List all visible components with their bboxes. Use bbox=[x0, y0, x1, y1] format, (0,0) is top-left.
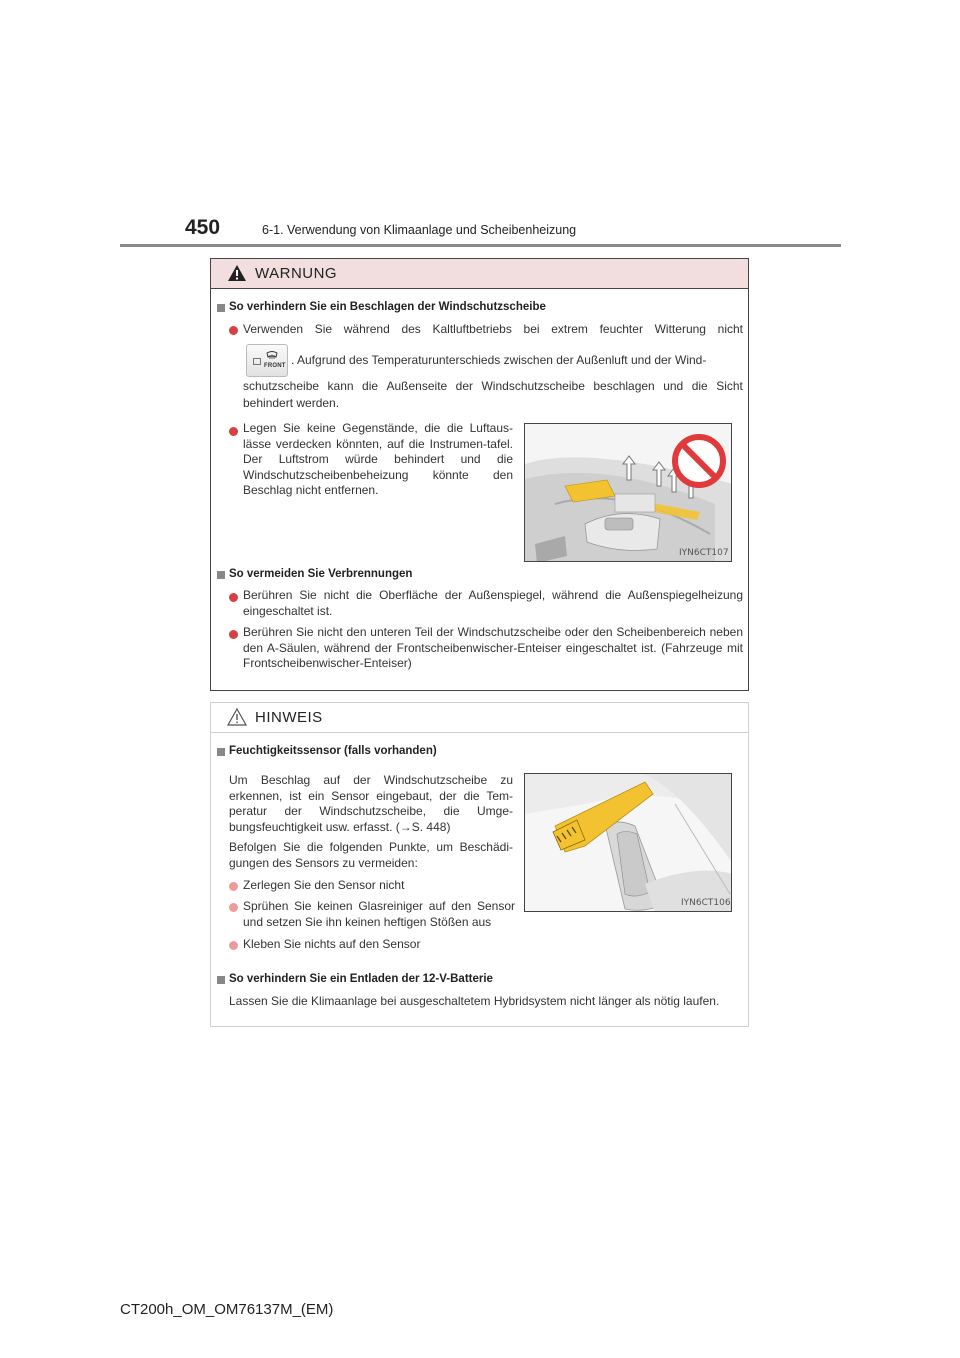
warning-header bbox=[211, 259, 748, 289]
warning-bullet1-line2: . Aufgrund des Temperaturunterschieds zwischen der Außenluft und der Wind- bbox=[291, 353, 707, 367]
chapter-title: 6-1. Verwendung von Klimaanlage und Scheibenheizung bbox=[262, 223, 577, 237]
dashboard-vents-figure bbox=[524, 423, 732, 562]
indicator-led bbox=[253, 358, 261, 365]
notice-triangle-icon bbox=[227, 708, 247, 726]
figure-code: IYN6CT107 bbox=[679, 548, 729, 558]
dashboard-illustration bbox=[525, 424, 732, 562]
notice-title: HINWEIS bbox=[255, 709, 323, 726]
notice-section2-title: So verhindern Sie ein Entladen der 12-V-Batterie bbox=[229, 973, 493, 985]
front-defroster-button-icon bbox=[246, 344, 288, 377]
bullet-icon bbox=[229, 593, 238, 602]
notice-section2-text: Lassen Sie die Klimaanlage bei ausgeschaltetem Hybridsystem nicht länger als nötig laufen. bbox=[229, 994, 720, 1008]
header-rule bbox=[120, 244, 841, 247]
section-square-icon bbox=[217, 748, 225, 756]
notice-section1-title: Feuchtigkeitssensor (falls vorhanden) bbox=[229, 745, 437, 757]
warning-section1-title: So verhindern Sie ein Beschlagen der Windschutzscheibe bbox=[229, 301, 546, 313]
warning-bullet2-text: Legen Sie keine Gegenstände, die die Luftaus-lässe verdecken könnten, auf die Instrumen-tafel. Der Luftstrom würde behindert und die Windschutzscheibenbeheizung könnte den Beschlag nicht entfernen. bbox=[243, 421, 513, 497]
warning-bullet1-line3: schutzscheibe kann die Außenseite der Windschutzscheibe beschlagen und die Sicht bbox=[243, 379, 743, 393]
warning-section2-bullet1: Berühren Sie nicht die Oberfläche der Außenspiegel, während die Außenspiegelheizung eingeschaltet ist. bbox=[243, 588, 743, 618]
notice-section1-paragraph1: Um Beschlag auf der Windschutzscheibe zu erkennen, ist ein Sensor eingebaut, der die Tem-peratur der Windschutzscheibe, die Umge-bungsfeuchtigkeit usw. erfasst. (→S. 448) bbox=[229, 773, 513, 834]
warning-triangle-icon bbox=[227, 264, 247, 282]
notice-bullet3: Kleben Sie nichts auf den Sensor bbox=[243, 937, 421, 951]
warning-bullet1-line4: behindert werden. bbox=[243, 396, 340, 410]
bullet-icon bbox=[229, 630, 238, 639]
bullet-icon bbox=[229, 326, 238, 335]
warning-section2-bullet2: Berühren Sie nicht den unteren Teil der Windschutzscheibe oder den Scheibenbereich neben den A-Säulen, während der Frontscheibenwischer-Enteiser eingeschaltet ist. (Fahrzeuge mit Frontscheibenwischer-Enteiser) bbox=[243, 625, 743, 670]
bullet-icon bbox=[229, 882, 238, 891]
section-square-icon bbox=[217, 304, 225, 312]
warning-title: WARNUNG bbox=[255, 265, 338, 282]
notice-bullet2: Sprühen Sie keinen Glasreiniger auf den Sensor und setzen Sie ihn keinen heftigen Stößen aus bbox=[243, 899, 515, 929]
section-square-icon bbox=[217, 571, 225, 579]
humidity-sensor-figure bbox=[524, 773, 732, 912]
notice-section1-paragraph2: Befolgen Sie die folgenden Punkte, um Beschädi-gungen des Sensors zu vermeiden: bbox=[229, 840, 513, 870]
front-button-label: FRONT bbox=[264, 363, 286, 369]
document-code: CT200h_OM_OM76137M_(EM) bbox=[120, 1301, 334, 1318]
notice-header bbox=[211, 703, 748, 733]
defroster-icon bbox=[266, 351, 278, 360]
page-number: 450 bbox=[185, 216, 221, 239]
sensor-illustration bbox=[525, 774, 732, 912]
warning-section2-title: So vermeiden Sie Verbrennungen bbox=[229, 568, 413, 580]
notice-bullet1: Zerlegen Sie den Sensor nicht bbox=[243, 878, 405, 892]
bullet-icon bbox=[229, 903, 238, 912]
warning-bullet1-line1: Verwenden Sie während des Kaltluftbetriebs bei extrem feuchter Witterung nicht bbox=[243, 322, 743, 336]
figure-code: IYN6CT106 bbox=[681, 898, 731, 908]
bullet-icon bbox=[229, 941, 238, 950]
section-square-icon bbox=[217, 976, 225, 984]
bullet-icon bbox=[229, 427, 238, 436]
